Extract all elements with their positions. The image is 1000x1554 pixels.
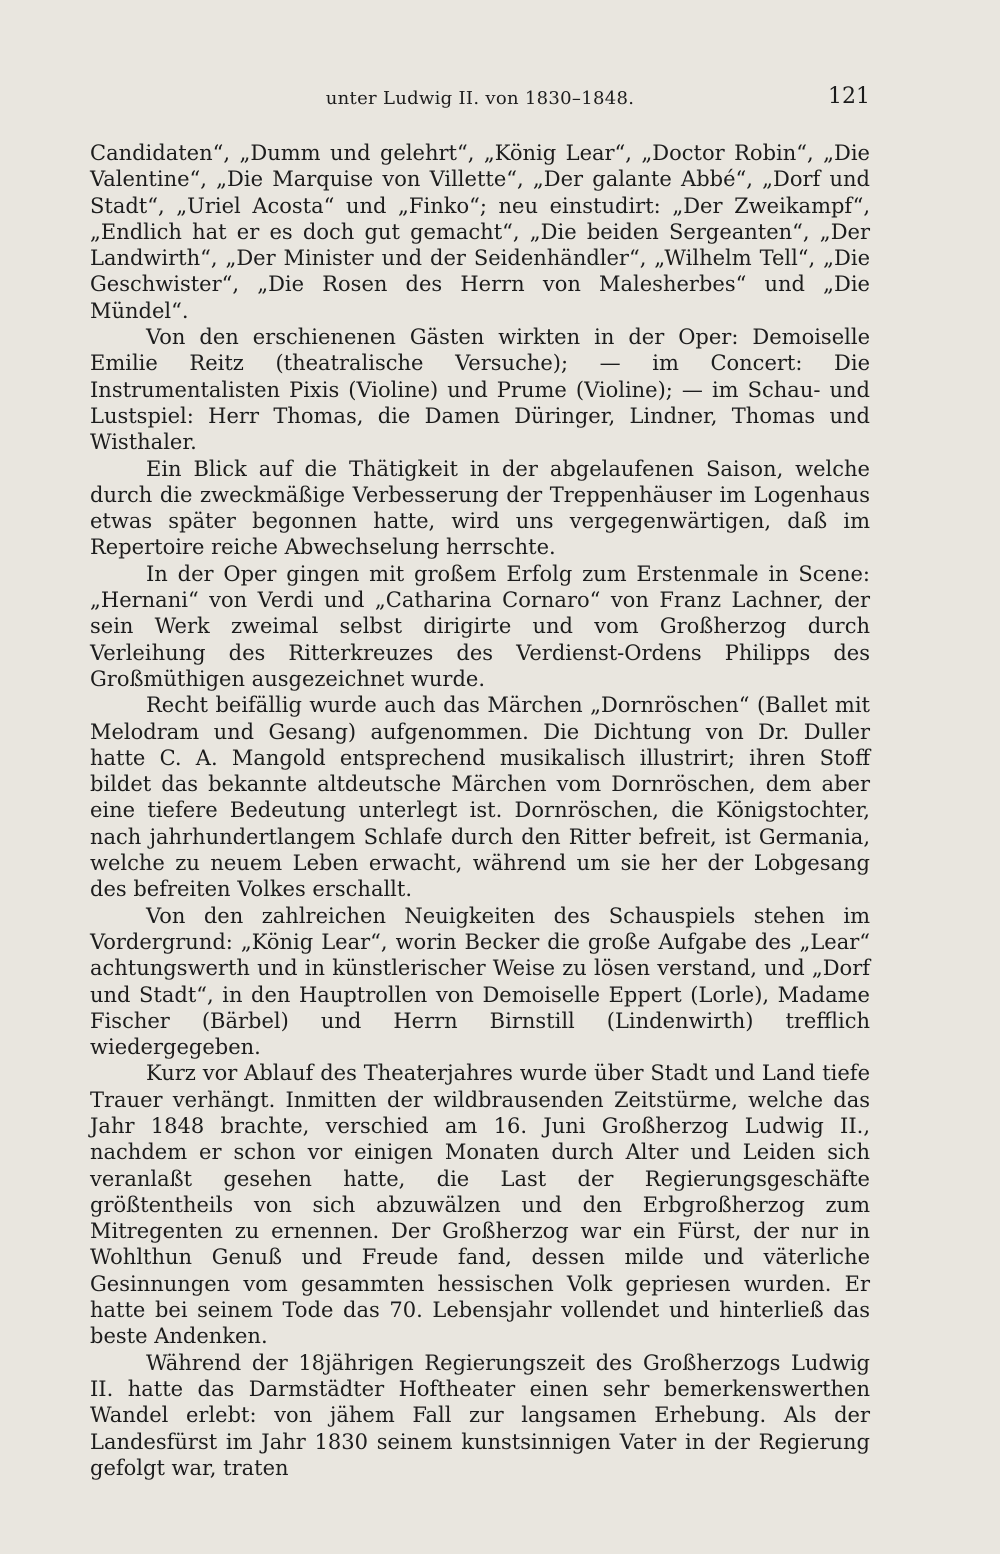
paragraph: Candidaten“, „Dumm und gelehrt“, „König Lear“, „Doctor Robin“, „Die Valentine“, „Die Marquise von Villette“, „Der galante Abbé“, „Dorf und Stadt“, „Uriel Acosta“ und „Finko“; neu einstudirt: „Der Zweikampf“, „Endlich hat er es doch gut gemacht“, „Die beiden Sergeanten“, „Der Landwirth“, „Der Minister und der Seidenhändler“, „Wilhelm Tell“, „Die Geschwister“, „Die Rosen des Herrn von Malesherbes“ und „Die Mündel“. (90, 141, 870, 323)
paragraph: Von den erschienenen Gästen wirkten in der Oper: Demoiselle Emilie Reitz (theatralische Versuche); — im Concert: Die Instrumentalisten Pixis (Violine) und Prume (Violine); — im Schau- und Lustspiel: Herr Thomas, die Damen Düringer, Lindner, Thomas und Wisthaler. (90, 325, 870, 455)
page-number: 121 (828, 84, 870, 109)
paragraph: Recht beifällig wurde auch das Märchen „Dornröschen“ (Ballet mit Melodram und Gesang) aufgenommen. Die Dichtung von Dr. Duller hatte C. A. Mangold entsprechend musikalisch illustrirt; ihren Stoff bildet das bekannte altdeutsche Märchen vom Dornröschen, dem aber eine tiefere Bedeutung unterlegt ist. Dornröschen, die Königstochter, nach jahrhundertlangem Schlafe durch den Ritter befreit, ist Germania, welche zu neuem Leben erwacht, während um sie her der Lobgesang des befreiten Volkes erschallt. (90, 693, 870, 902)
running-title: unter Ludwig II. von 1830–1848. (325, 88, 635, 109)
paragraph: Ein Blick auf die Thätigkeit in der abgelaufenen Saison, welche durch die zweckmäßige Verbesserung der Treppenhäuser im Logenhaus etwas später begonnen hatte, wird uns vergegenwärtigen, daß im Repertoire reiche Abwechselung herrschte. (90, 456, 870, 560)
running-header (90, 84, 870, 118)
paragraph: Während der 18jährigen Regierungszeit des Großherzogs Ludwig II. hatte das Darmstädter Hoftheater einen sehr bemerkenswerthen Wandel erlebt: von jähem Fall zur langsamen Erhebung. Als der Landesfürst im Jahr 1830 seinem kunstsinnigen Vater in der Regierung gefolgt war, traten (90, 1350, 870, 1480)
paragraph: In der Oper gingen mit großem Erfolg zum Erstenmale in Scene: „Hernani“ von Verdi und „Catharina Cornaro“ von Franz Lachner, der sein Werk zweimal selbst dirigirte und vom Großherzog durch Verleihung des Ritterkreuzes des Verdienst-Ordens Philipps des Großmüthigen ausgezeichnet wurde. (90, 561, 870, 691)
paragraph: Kurz vor Ablauf des Theaterjahres wurde über Stadt und Land tiefe Trauer verhängt. Inmitten der wildbrausenden Zeitstürme, welche das Jahr 1848 brachte, verschied am 16. Juni Großherzog Ludwig II., nachdem er schon vor einigen Monaten durch Alter und Leiden sich veranlaßt gesehen hatte, die Last der Regierungsgeschäfte größtentheils von sich abzuwälzen und den Erbgroßherzog zum Mitregenten zu ernennen. Der Großherzog war ein Fürst, der nur in Wohlthun Genuß und Freude fand, dessen milde und väterliche Gesinnungen vom gesammten hessischen Volk gepriesen wurden. Er hatte bei seinem Tode das 70. Lebensjahr vollendet und hinterließ das beste Andenken. (90, 1061, 870, 1349)
paragraph: Von den zahlreichen Neuigkeiten des Schauspiels stehen im Vordergrund: „König Lear“, worin Becker die große Aufgabe des „Lear“ achtungswerth und in künstlerischer Weise zu lösen verstand, und „Dorf und Stadt“, in den Hauptrollen von Demoiselle Eppert (Lorle), Madame Fischer (Bärbel) und Herrn Birnstill (Lindenwirth) trefflich wiedergegeben. (90, 903, 870, 1060)
body-text (90, 140, 870, 1481)
